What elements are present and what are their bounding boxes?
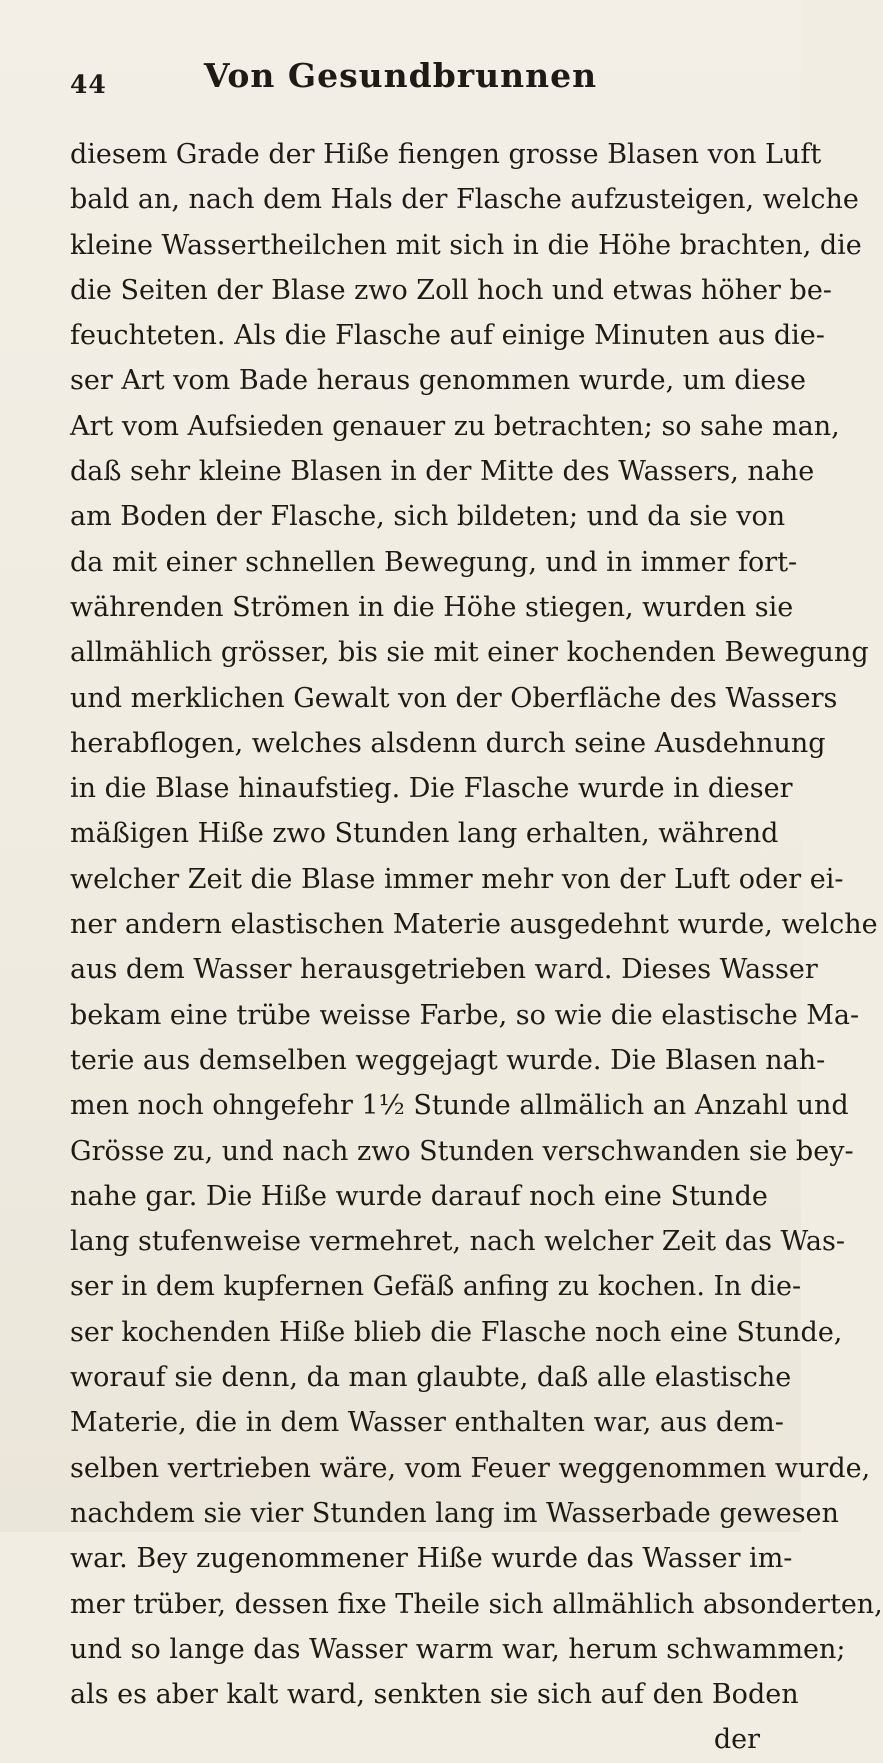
- text-line: in die Blase hinaufstieg. Die Flasche wurde in dieser: [70, 773, 793, 805]
- text-line: bekam eine trübe weisse Farbe, so wie die elastische Ma-: [70, 999, 860, 1031]
- text-line: währenden Strömen in die Höhe stiegen, wurden sie: [70, 591, 794, 623]
- text-line: terie aus demselben weggejagt wurde. Die Blasen nah-: [70, 1044, 826, 1076]
- text-line: der: [713, 1724, 760, 1756]
- text-line: feuchteten. Als die Flasche auf einige Minuten aus die-: [70, 320, 825, 352]
- page-header: [0, 56, 801, 106]
- text-line: bald an, nach dem Hals der Flasche aufzusteigen, welche: [70, 184, 859, 216]
- text-line: ner andern elastischen Materie ausgedehnt wurde, welche: [70, 909, 878, 941]
- text-line: und so lange das Wasser warm war, herum schwammen;: [70, 1633, 846, 1665]
- text-line: lang stufenweise vermehret, nach welcher Zeit das Was-: [70, 1226, 845, 1258]
- text-line: worauf sie denn, da man glaubte, daß alle elastische: [70, 1362, 792, 1394]
- text-line: diesem Grade der Hiße fiengen grosse Blasen von Luft: [70, 139, 822, 170]
- text-line: aus dem Wasser herausgetrieben ward. Dieses Wasser: [70, 954, 818, 986]
- text-line: nachdem sie vier Stunden lang im Wasserbade gewesen: [70, 1497, 839, 1529]
- text-line: da mit einer schnellen Bewegung, und in immer fort-: [70, 546, 798, 578]
- text-line: und merklichen Gewalt von der Oberfläche des Wassers: [70, 682, 838, 714]
- page-number: 44: [70, 70, 107, 99]
- text-line: kleine Wassertheilchen mit sich in die Höhe brachten, die: [70, 229, 862, 261]
- text-line: am Boden der Flasche, sich bildeten; und da sie von: [70, 501, 786, 533]
- text-line: selben vertrieben wäre, vom Feuer weggenommen wurde,: [70, 1452, 871, 1484]
- text-line: ser kochenden Hiße blieb die Flasche noch eine Stunde,: [70, 1316, 843, 1348]
- text-line: welcher Zeit die Blase immer mehr von der Luft oder ei-: [70, 863, 844, 895]
- body-text: [70, 132, 883, 1763]
- text-line: mäßigen Hiße zwo Stunden lang erhalten, während: [70, 818, 779, 850]
- text-line: war. Bey zugenommener Hiße wurde das Wasser im-: [70, 1543, 793, 1575]
- text-line: daß sehr kleine Blasen in der Mitte des Wassers, nahe: [70, 456, 815, 488]
- text-line: die Seiten der Blase zwo Zoll hoch und etwas höher be-: [70, 274, 832, 306]
- text-line: herabflogen, welches alsdenn durch seine Ausdehnung: [70, 727, 826, 759]
- text-line: men noch ohngefehr 1½ Stunde allmälich an Anzahl und: [70, 1090, 849, 1122]
- text-line: als es aber kalt ward, senkten sie sich auf den Boden: [70, 1679, 799, 1711]
- text-line: Grösse zu, und nach zwo Stunden verschwanden sie bey-: [70, 1135, 854, 1167]
- text-line: allmählich grösser, bis sie mit einer kochenden Bewegung: [70, 637, 869, 669]
- running-head: Von Gesundbrunnen: [203, 56, 598, 95]
- text-line: Materie, die in dem Wasser enthalten war, aus dem-: [70, 1407, 784, 1439]
- text-line: Art vom Aufsieden genauer zu betrachten; so sahe man,: [70, 410, 840, 442]
- text-line: ser Art vom Bade heraus genommen wurde, um diese: [70, 365, 807, 397]
- text-line: ser in dem kupfernen Gefäß anfing zu kochen. In die-: [70, 1271, 802, 1303]
- text-line: mer trüber, dessen fixe Theile sich allmählich absonderten,: [70, 1588, 883, 1620]
- text-line: nahe gar. Die Hiße wurde darauf noch eine Stunde: [70, 1180, 768, 1212]
